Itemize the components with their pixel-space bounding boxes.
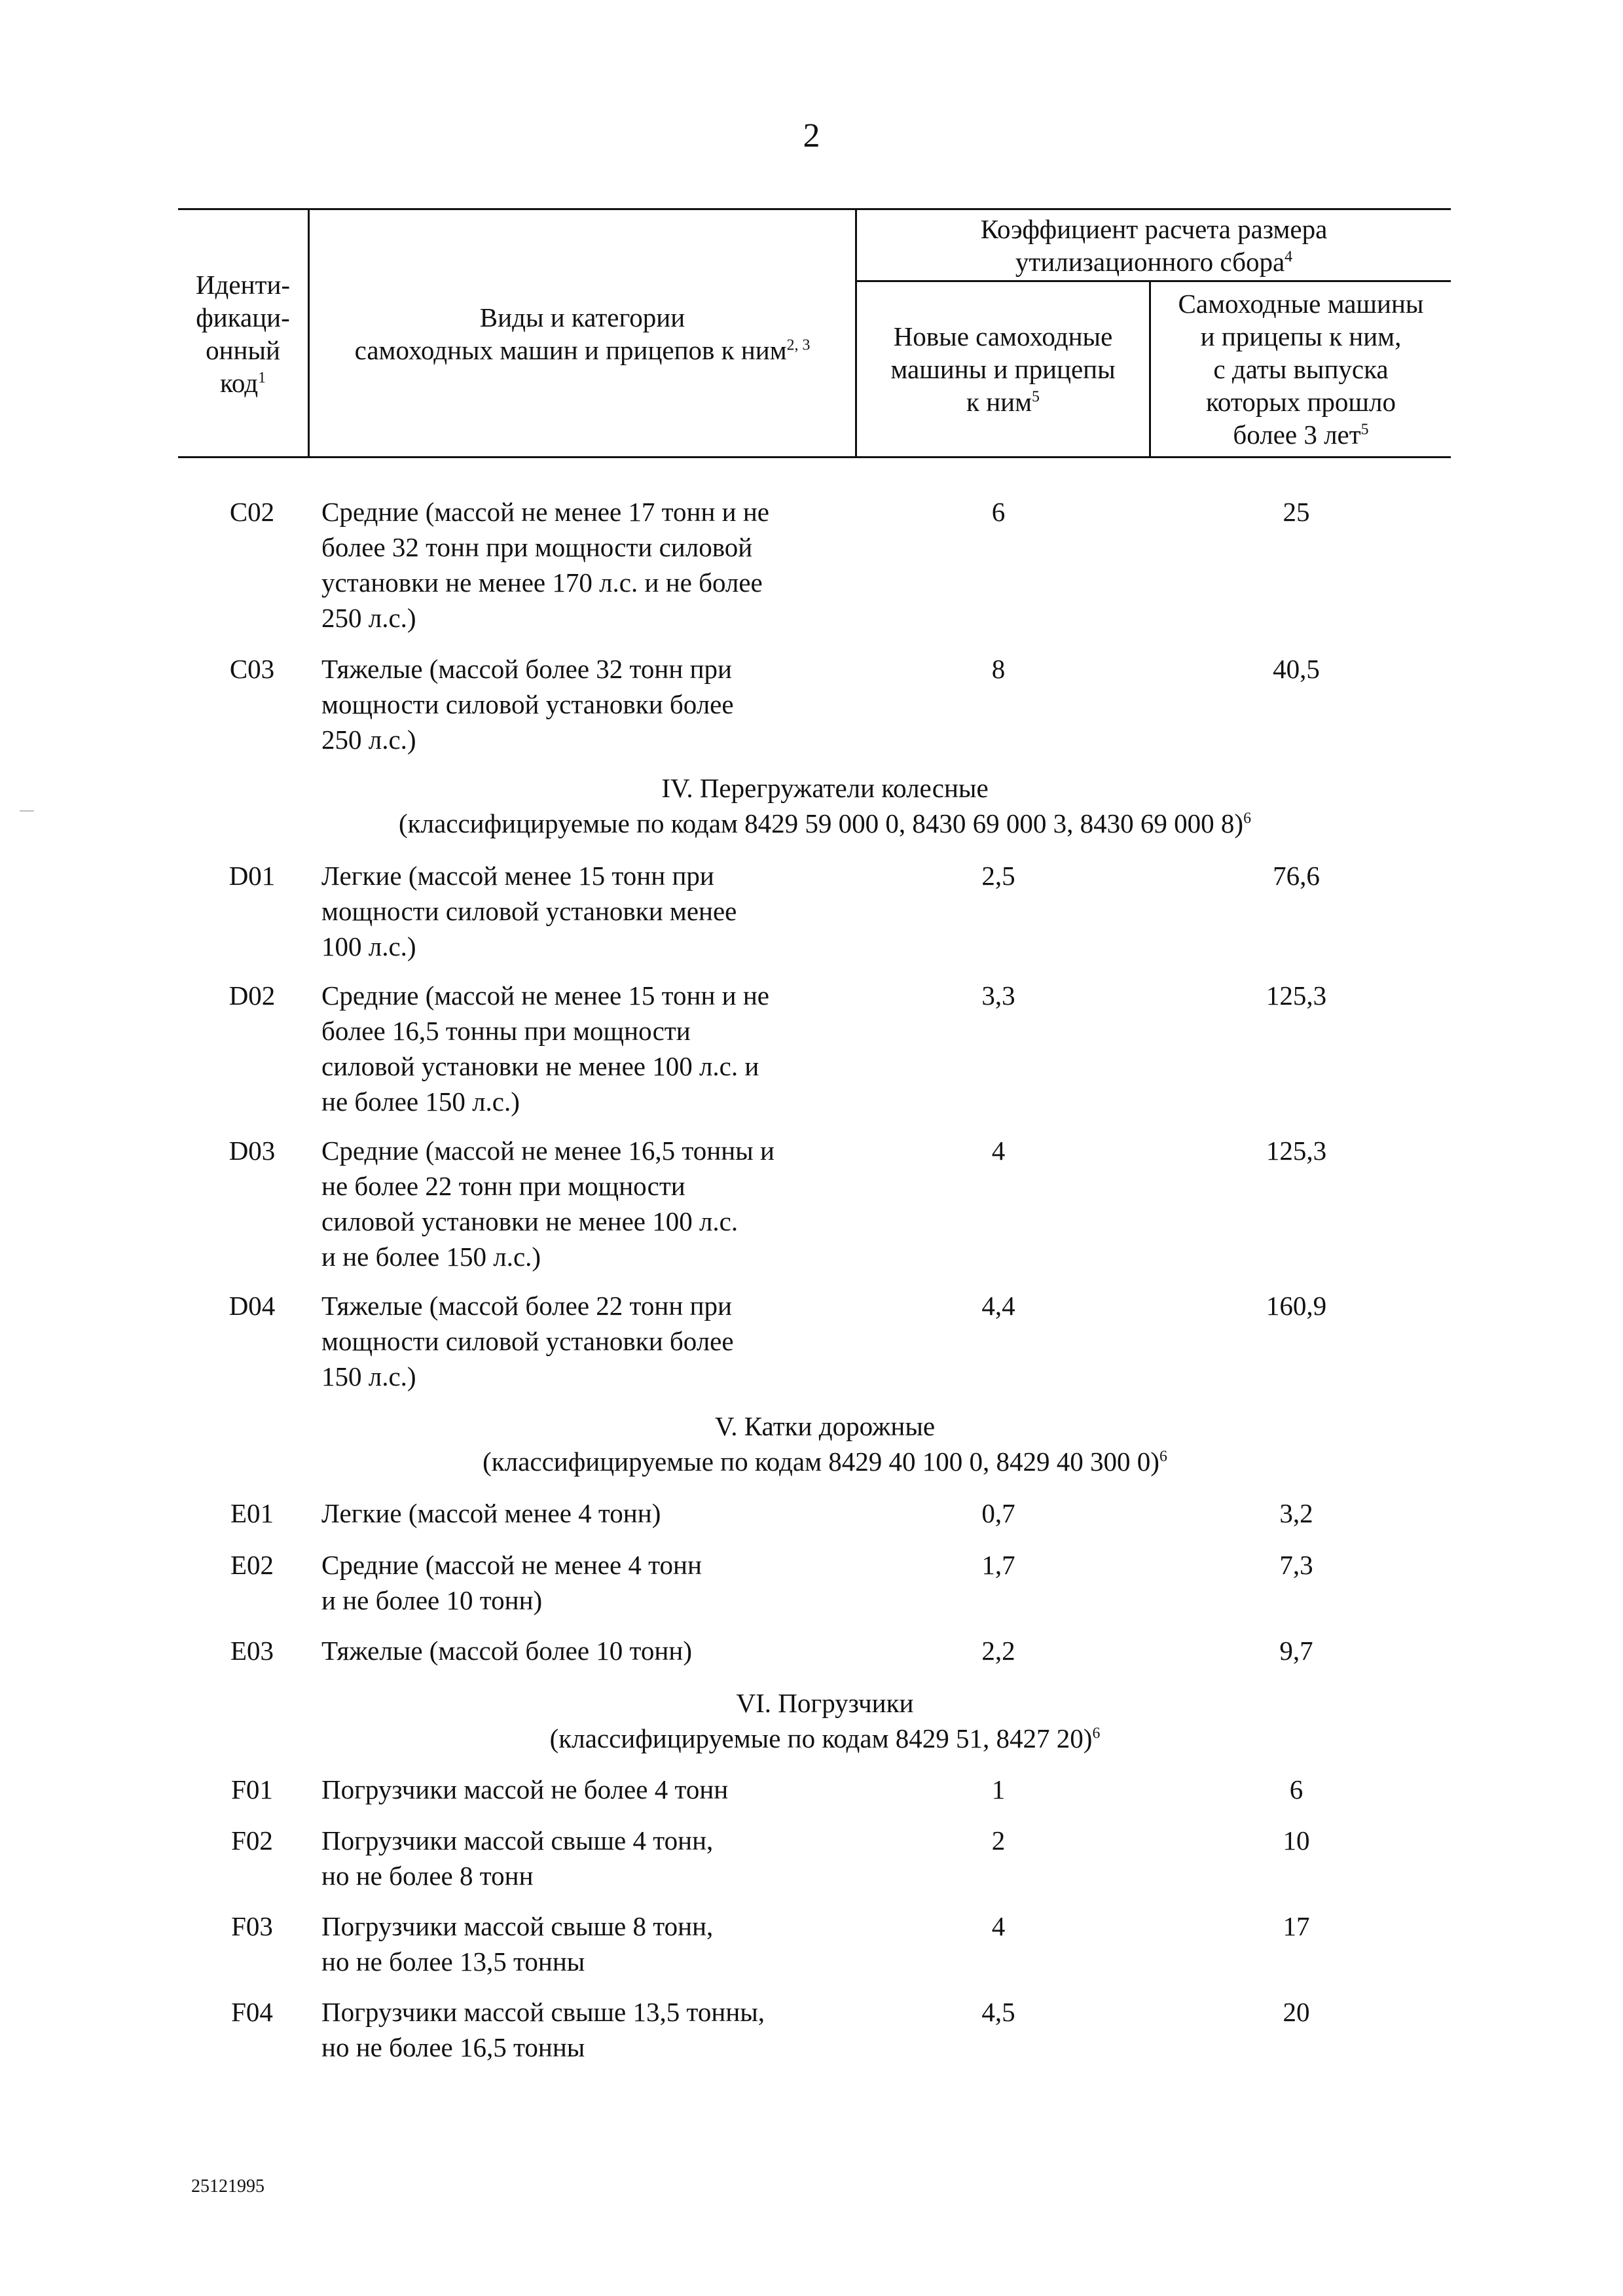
row-coef-old: 3,2 [1279, 1498, 1313, 1528]
row-coef-new: 0,7 [981, 1498, 1015, 1528]
row-description: Тяжелые (массой более 32 тонн при мощности силовой установки более 250 л.с.) [321, 654, 734, 755]
header-code-cell [178, 211, 308, 456]
row-coef-old: 40,5 [1273, 654, 1320, 684]
row-code: E01 [230, 1498, 274, 1528]
row-coef-new: 4 [991, 1911, 1006, 1941]
row-description: Легкие (массой менее 4 тонн) [321, 1498, 661, 1528]
header-new-text: Новые самоходные машины и прицепы к ним [890, 321, 1116, 417]
row-code: F04 [231, 1997, 273, 2027]
document-code: 25121995 [191, 2176, 264, 2197]
row-description: Средние (массой не менее 15 тонн и не более 16,5 тонны при мощности силовой установки не менее 100 л.с. и не более 150 л.с.) [321, 980, 770, 1117]
row-coef-new: 8 [991, 654, 1006, 684]
row-description: Тяжелые (массой более 22 тонн при мощности силовой установки более 150 л.с.) [321, 1291, 734, 1391]
footnote-ref: 1 [258, 368, 266, 386]
footnote-ref: 5 [1360, 421, 1369, 439]
footnote-ref: 6 [1159, 1448, 1167, 1465]
section-title: VI. Погрузчики [736, 1688, 914, 1718]
row-description: Средние (массой не менее 4 тонн и не более 10 тонн) [321, 1550, 702, 1615]
row-code: D04 [228, 1291, 276, 1321]
row-description: Погрузчики массой свыше 8 тонн, но не более 13,5 тонны [321, 1911, 714, 1977]
row-coef-old: 125,3 [1266, 980, 1327, 1011]
row-code: E02 [230, 1550, 274, 1580]
row-coef-old: 17 [1283, 1911, 1310, 1941]
header-coef-cell [857, 211, 1451, 280]
header-desc-text: Виды и категории самоходных машин и прицепов к ним [354, 302, 787, 365]
section-subtitle-text: (классифицируемые по кодам 8429 59 000 0, 8430 69 000 3, 8430 69 000 8) [399, 808, 1244, 838]
row-code: D01 [228, 861, 276, 891]
row-code: C03 [229, 654, 275, 684]
row-code: F03 [231, 1911, 273, 1941]
header-desc-cell [310, 211, 855, 456]
row-coef-old: 7,3 [1279, 1550, 1313, 1580]
row-coef-new: 1 [991, 1774, 1006, 1804]
row-code: E03 [230, 1636, 274, 1666]
header-code-text: Иденти- фикаци- онный код [195, 269, 291, 398]
row-coef-new: 2 [991, 1825, 1006, 1856]
header-old-text: Самоходные машины и прицепы к ним, с даты выпуска которых прошло более 3 лет [1178, 289, 1424, 450]
row-coef-old: 76,6 [1273, 861, 1320, 891]
row-description: Погрузчики массой не более 4 тонн [321, 1774, 729, 1804]
footnote-ref: 6 [1243, 810, 1251, 827]
section-subtitle [196, 806, 1453, 841]
row-coef-old: 20 [1283, 1997, 1310, 2027]
header-new-cell [857, 282, 1149, 456]
row-description: Средние (массой не менее 17 тонн и не более 32 тонн при мощности силовой установки не менее 170 л.с. и не более 250 л.с.) [321, 497, 770, 633]
section-title: IV. Перегружатели колесные [661, 773, 989, 803]
header-old-cell [1151, 282, 1451, 456]
row-coef-new: 4,5 [981, 1997, 1015, 2027]
scan-mark [20, 810, 34, 812]
row-coef-old: 9,7 [1279, 1636, 1313, 1666]
footnote-ref: 2, 3 [786, 336, 811, 353]
header-top-rule [178, 208, 1451, 210]
row-description: Средние (массой не менее 16,5 тонны и не более 22 тонн при мощности силовой установки не менее 100 л.с. и не более 150 л.с.) [321, 1136, 775, 1272]
row-coef-old: 125,3 [1266, 1136, 1327, 1166]
row-coef-new: 3,3 [981, 980, 1015, 1011]
row-code: D02 [228, 980, 276, 1011]
row-code: F02 [231, 1825, 273, 1856]
row-coef-new: 1,7 [981, 1550, 1015, 1580]
row-coef-new: 2,5 [981, 861, 1015, 891]
section-subtitle [196, 1721, 1453, 1756]
row-coef-new: 2,2 [981, 1636, 1015, 1666]
section-title: V. Катки дорожные [714, 1411, 936, 1441]
row-description: Тяжелые (массой более 10 тонн) [321, 1636, 692, 1666]
section-subtitle [196, 1444, 1453, 1479]
row-code: D03 [228, 1136, 276, 1166]
row-coef-old: 6 [1289, 1774, 1304, 1804]
footnote-ref: 4 [1285, 248, 1293, 266]
row-code: F01 [231, 1774, 273, 1804]
header-bottom-rule [178, 456, 1451, 458]
section-subtitle-text: (классифицируемые по кодам 8429 51, 8427 20) [549, 1723, 1093, 1753]
row-coef-old: 25 [1283, 497, 1310, 527]
row-description: Легкие (массой менее 15 тонн при мощности силовой установки менее 100 л.с.) [321, 861, 737, 961]
row-coef-old: 10 [1283, 1825, 1310, 1856]
footnote-ref: 6 [1092, 1725, 1101, 1742]
row-description: Погрузчики массой свыше 4 тонн, но не более 8 тонн [321, 1825, 714, 1891]
section-subtitle-text: (классифицируемые по кодам 8429 40 100 0, 8429 40 300 0) [483, 1446, 1159, 1477]
row-coef-new: 4 [991, 1136, 1006, 1166]
row-coef-old: 160,9 [1266, 1291, 1327, 1321]
row-coef-new: 4,4 [981, 1291, 1015, 1321]
row-description: Погрузчики массой свыше 13,5 тонны, но не более 16,5 тонны [321, 1997, 765, 2062]
page-number: 2 [803, 117, 820, 154]
footnote-ref: 5 [1032, 388, 1040, 406]
row-code: C02 [229, 497, 275, 527]
row-coef-new: 6 [991, 497, 1006, 527]
header-coef-text: Коэффициент расчета размера утилизационного сбора [980, 214, 1328, 277]
